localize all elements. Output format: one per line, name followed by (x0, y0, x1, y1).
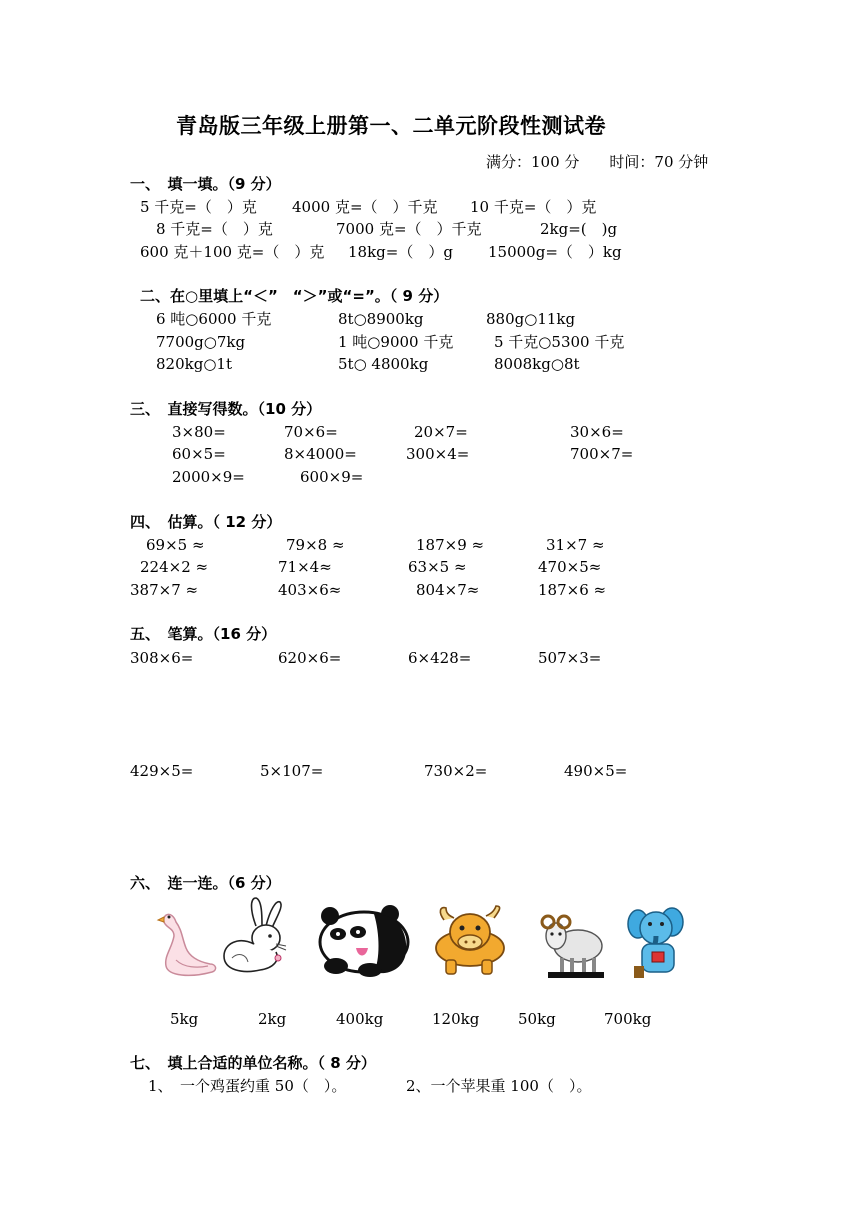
fill-item: 7000 克=（ ）千克 (336, 220, 482, 238)
compare-item: 5t○ 4800kg (338, 355, 429, 373)
weight-label: 2kg (258, 1010, 287, 1028)
estimate-item: 31×7 ≈ (546, 536, 605, 554)
fill-item: 4000 克=（ ）千克 (292, 198, 438, 216)
estimate-item: 63×5 ≈ (408, 558, 467, 576)
rabbit-image (220, 896, 302, 976)
calc-item: 70×6= (284, 423, 338, 441)
fill-item: 2kg=( )g (540, 220, 618, 238)
written-calc-item: 730×2= (424, 762, 488, 780)
written-calc-item: 5×107= (260, 762, 324, 780)
sheep-image (540, 910, 606, 982)
page-title: 青岛版三年级上册第一、二单元阶段性测试卷 (176, 114, 606, 138)
written-calc-item: 308×6= (130, 649, 194, 667)
compare-item: 820kg○1t (156, 355, 232, 373)
weight-label: 400kg (336, 1010, 384, 1028)
goose-image (160, 908, 220, 980)
section-1-heading: 一、 填一填。（9 分） (130, 175, 281, 193)
fill-item: 10 千克=（ ）克 (470, 198, 597, 216)
weight-label: 120kg (432, 1010, 480, 1028)
section-7-heading: 七、 填上合适的单位名称。（ 8 分） (130, 1054, 376, 1072)
weight-label: 5kg (170, 1010, 199, 1028)
weight-label: 700kg (604, 1010, 652, 1028)
fill-item: 18kg=（ ）g (348, 243, 453, 261)
compare-item: 5 千克○5300 千克 (494, 333, 625, 351)
fill-item: 5 千克=（ ）克 (140, 198, 257, 216)
written-calc-item: 507×3= (538, 649, 602, 667)
calc-item: 300×4= (406, 445, 470, 463)
written-calc-item: 620×6= (278, 649, 342, 667)
estimate-item: 69×5 ≈ (146, 536, 205, 554)
estimate-item: 403×6≈ (278, 581, 342, 599)
calc-item: 700×7= (570, 445, 634, 463)
fill-item: 15000g=（ ）kg (488, 243, 622, 261)
unit-question-1: 1、 一个鸡蛋约重 50（ ）。 (148, 1077, 347, 1095)
compare-item: 880g○11kg (486, 310, 576, 328)
section-2-heading: 二、在○里填上“＜” “＞”或“=”。（ 9 分） (140, 287, 449, 305)
estimate-item: 79×8 ≈ (286, 536, 345, 554)
unit-question-2: 2、一个苹果重 100（ ）。 (406, 1077, 592, 1095)
calc-item: 30×6= (570, 423, 624, 441)
calc-item: 600×9= (300, 468, 364, 486)
estimate-item: 804×7≈ (416, 581, 480, 599)
weight-label: 50kg (518, 1010, 556, 1028)
ox-image (432, 904, 512, 978)
estimate-item: 470×5≈ (538, 558, 602, 576)
written-calc-item: 429×5= (130, 762, 194, 780)
fill-item: 8 千克=（ ）克 (156, 220, 273, 238)
estimate-item: 187×6 ≈ (538, 581, 607, 599)
calc-item: 2000×9= (172, 468, 245, 486)
estimate-item: 387×7 ≈ (130, 581, 199, 599)
fill-item: 600 克＋100 克=（ ）克 (140, 243, 325, 261)
written-calc-item: 6×428= (408, 649, 472, 667)
compare-item: 8008kg○8t (494, 355, 580, 373)
section-3-heading: 三、 直接写得数。（10 分） (130, 400, 322, 418)
compare-item: 1 吨○9000 千克 (338, 333, 454, 351)
compare-item: 6 吨○6000 千克 (156, 310, 272, 328)
written-calc-item: 490×5= (564, 762, 628, 780)
calc-item: 8×4000= (284, 445, 357, 463)
compare-item: 8t○8900kg (338, 310, 424, 328)
score-time-info: 满分：100 分 时间：70 分钟 (486, 153, 709, 171)
estimate-item: 71×4≈ (278, 558, 332, 576)
estimate-item: 224×2 ≈ (140, 558, 209, 576)
compare-item: 7700g○7kg (156, 333, 246, 351)
calc-item: 3×80= (172, 423, 226, 441)
section-5-heading: 五、 笔算。（16 分） (130, 625, 277, 643)
estimate-item: 187×9 ≈ (416, 536, 485, 554)
panda-image (316, 904, 410, 980)
calc-item: 60×5= (172, 445, 226, 463)
calc-item: 20×7= (414, 423, 468, 441)
elephant-image (626, 906, 684, 980)
section-4-heading: 四、 估算。（ 12 分） (130, 513, 282, 531)
section-6-heading: 六、 连一连。（6 分） (130, 874, 281, 892)
